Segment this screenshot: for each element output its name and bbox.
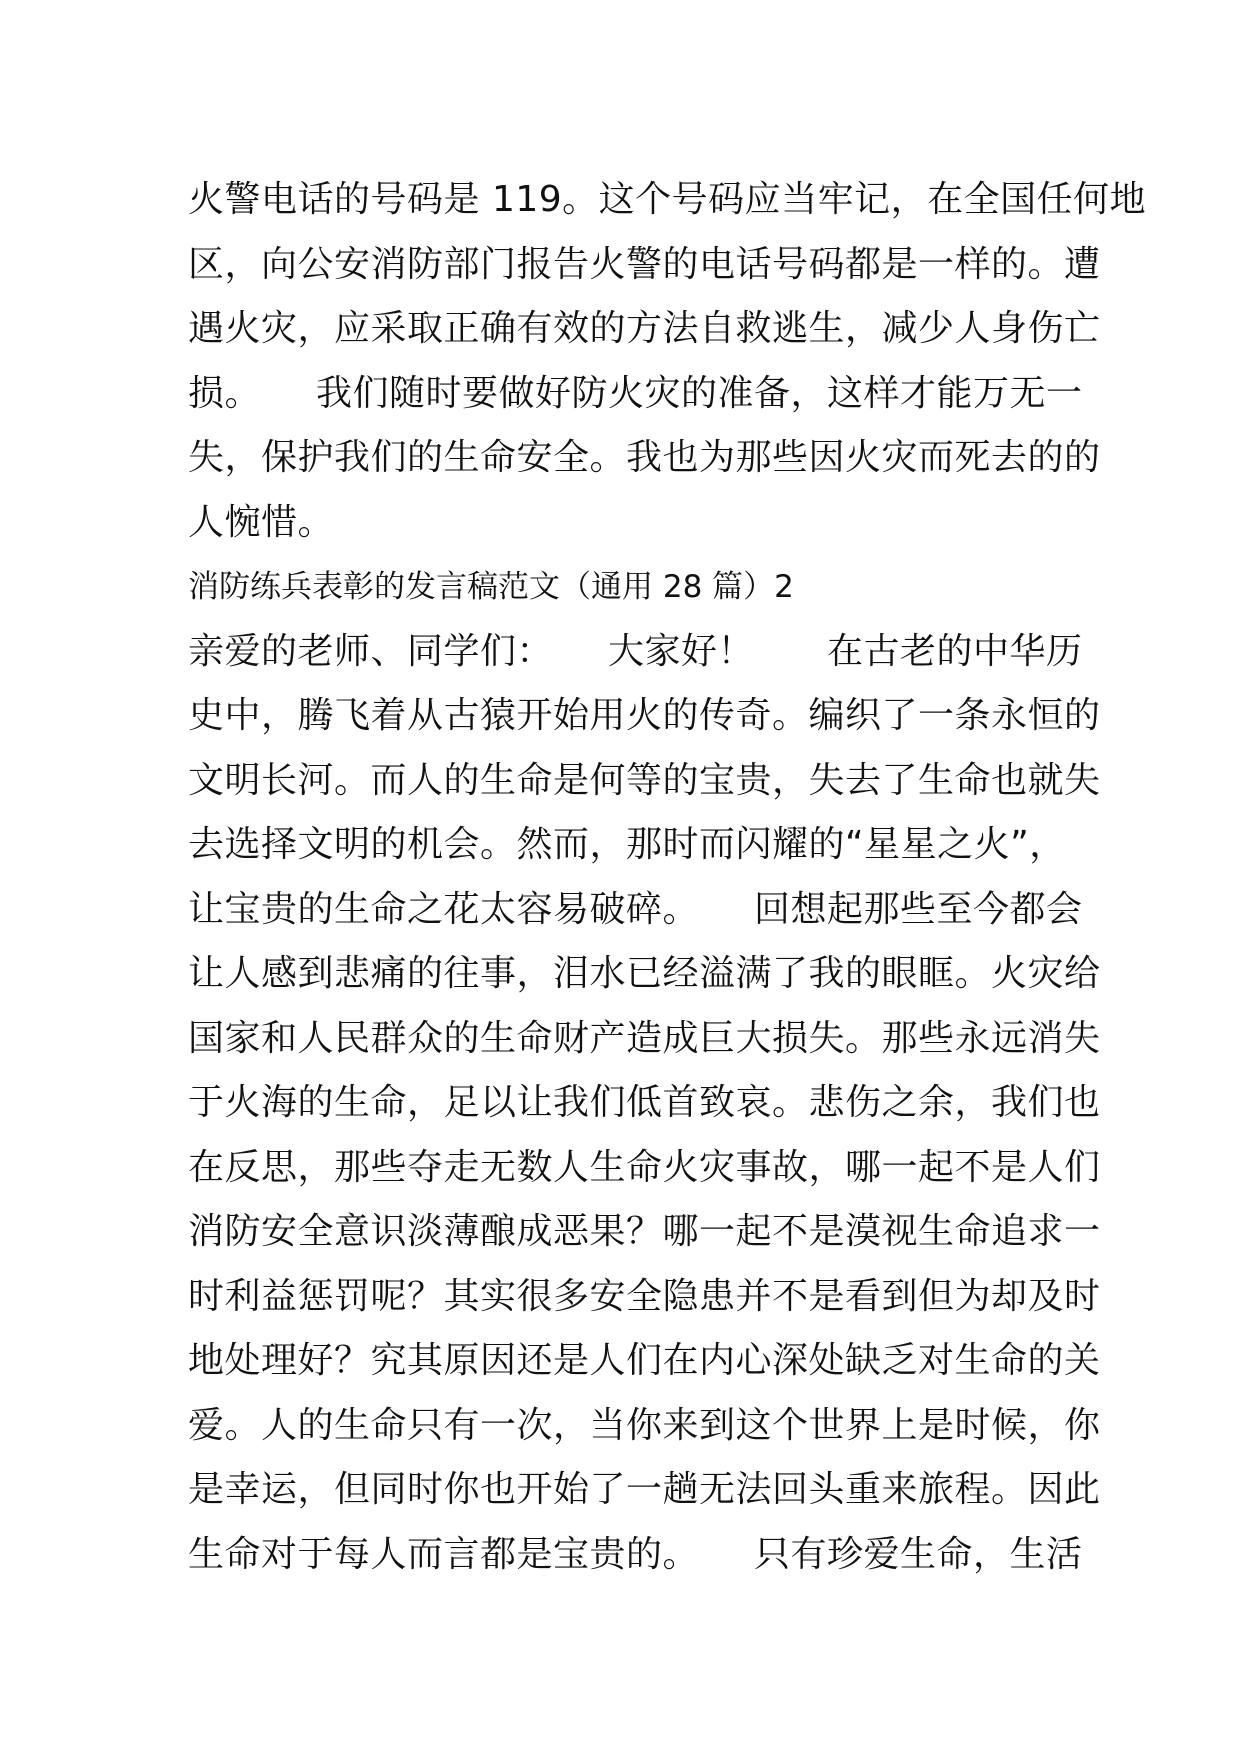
body-line: 文明长河。而人的生命是何等的宝贵，失去了生命也就失 xyxy=(188,759,1101,801)
body-line: 地处理好？究其原因还是人们在内心深处缺乏对生命的关 xyxy=(188,1340,1101,1381)
body-line: 让宝贵的生命之花太容易破碎。 回想起那些至今都会 xyxy=(188,888,1083,930)
section-heading: 消防练兵表彰的发言稿范文（通用 28 篇）2 xyxy=(188,569,794,605)
body-line: 火警电话的号码是 119。这个号码应当牢记，在全国任何地 xyxy=(188,179,1147,220)
body-line: 损。 我们随时要做好防火灾的准备，这样才能万无一 xyxy=(188,372,1083,414)
body-line: 遇火灾，应采取正确有效的方法自救逃生，减少人身伤亡 xyxy=(188,308,1101,349)
document-body xyxy=(188,168,1147,1587)
body-line: 亲爱的老师、同学们： 大家好！ 在古老的中华历 xyxy=(188,630,1083,672)
body-line: 让人感到悲痛的往事，泪水已经溢满了我的眼眶。火灾给 xyxy=(188,953,1101,994)
body-line: 国家和人民群众的生命财产造成巨大损失。那些永远消失 xyxy=(188,1017,1101,1059)
body-line: 人惋惜。 xyxy=(188,501,335,543)
body-line: 生命对于每人而言都是宝贵的。 只有珍爱生命，生活 xyxy=(188,1533,1083,1575)
body-line: 史中，腾飞着从古猿开始用火的传奇。编织了一条永恒的 xyxy=(188,695,1101,736)
body-line: 消防安全意识淡薄酿成恶果？哪一起不是漠视生命追求一 xyxy=(188,1211,1101,1252)
body-line: 失，保护我们的生命安全。我也为那些因火灾而死去的的 xyxy=(188,437,1101,478)
body-line: 是幸运，但同时你也开始了一趟无法回头重来旅程。因此 xyxy=(188,1469,1101,1510)
body-line: 区，向公安消防部门报告火警的电话号码都是一样的。遭 xyxy=(188,243,1101,285)
body-line: 于火海的生命，足以让我们低首致哀。悲伤之余，我们也 xyxy=(188,1082,1101,1123)
body-line: 时利益惩罚呢？其实很多安全隐患并不是看到但为却及时 xyxy=(188,1275,1101,1317)
body-line: 在反思，那些夺走无数人生命火灾事故，哪一起不是人们 xyxy=(188,1146,1101,1188)
body-line: 爱。人的生命只有一次，当你来到这个世界上是时候，你 xyxy=(188,1404,1101,1446)
body-line: 去选择文明的机会。然而，那时而闪耀的“星星之火”， xyxy=(188,824,1066,865)
